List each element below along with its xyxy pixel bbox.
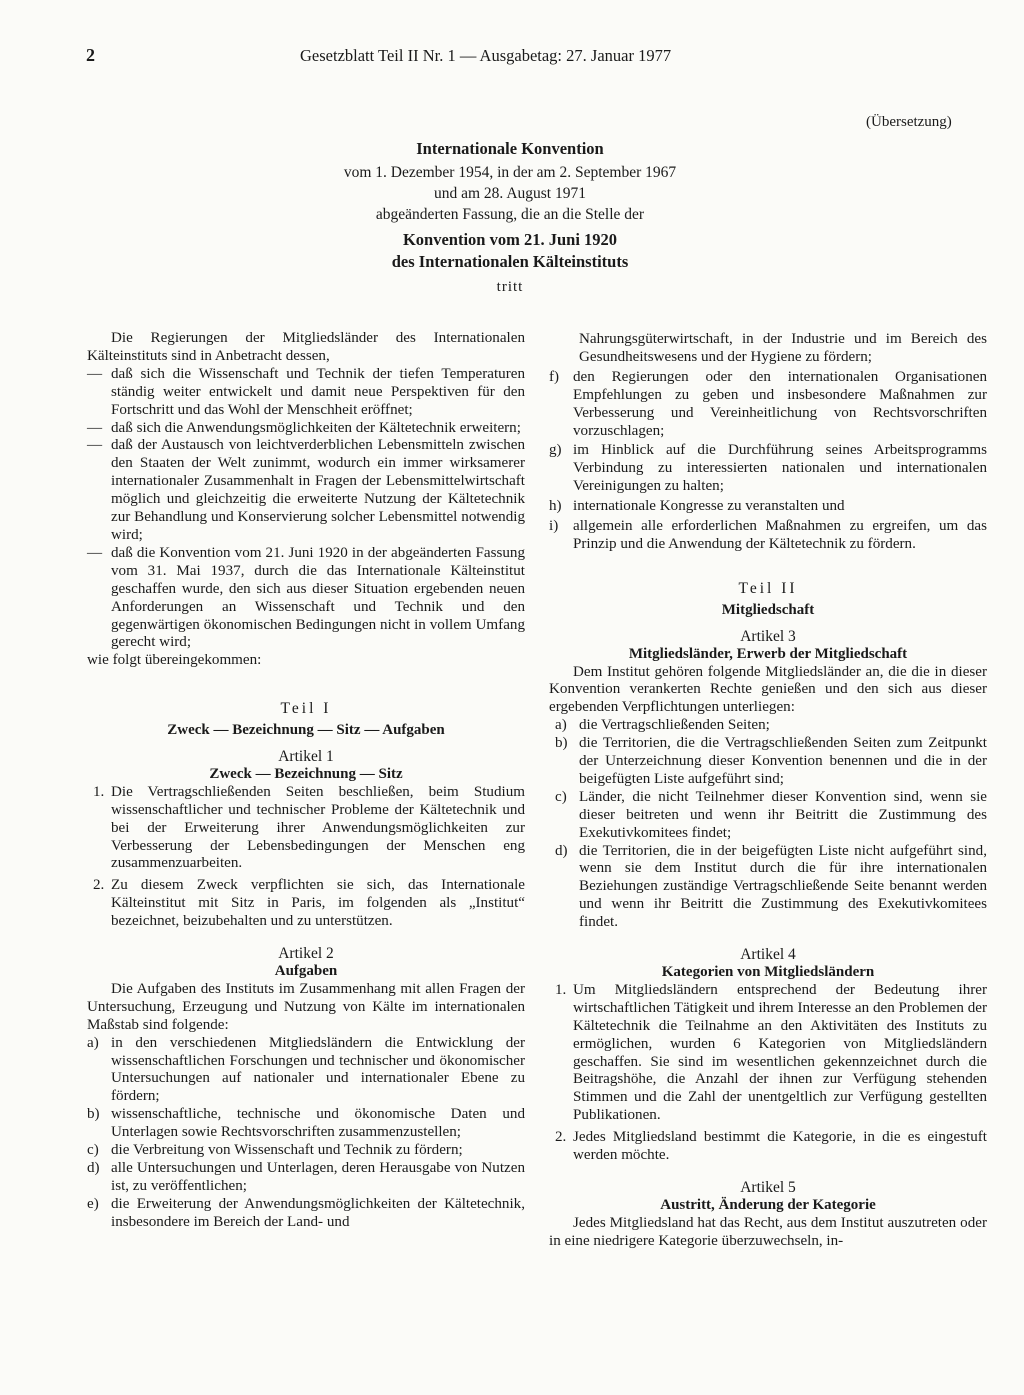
teil-1-heading: Teil I (280, 700, 332, 718)
artikel-2-item (87, 1142, 525, 1160)
title-line-1: vom 1. Dezember 1954, in der am 2. September 1967 (343, 164, 677, 181)
artikel-2-heading: Artikel 2 (278, 945, 334, 963)
item-mark: f) (549, 368, 560, 385)
page-number: 2 (86, 45, 95, 65)
item-mark: i) (549, 518, 559, 535)
preamble-intro: Die Regierungen der Mitgliedsländer des Internationalen Kälteinstituts sind in Anbetracht dessen, (87, 330, 525, 364)
agreed-line: wie folgt übereingekommen: (87, 652, 262, 669)
artikel-3-item (555, 735, 987, 789)
artikel-3-heading: Artikel 3 (740, 627, 796, 645)
translation-note: (Übersetzung) (866, 114, 952, 130)
artikel-2-item (87, 1106, 525, 1142)
preamble-item (87, 420, 525, 438)
convention-title-1: Konvention vom 21. Juni 1920 (402, 230, 618, 249)
preamble-item (87, 545, 525, 652)
artikel-4-item (549, 982, 987, 1125)
artikel-2-item (549, 442, 987, 496)
artikel-2-item (87, 1196, 525, 1232)
dash-mark: — (87, 419, 103, 436)
item-mark: 2. (555, 1129, 567, 1146)
artikel-5-title: Austritt, Änderung der Kategorie (660, 1196, 876, 1213)
teil-1-title: Zweck — Bezeichnung — Sitz — Aufgaben (167, 722, 445, 739)
title-block (230, 136, 790, 296)
item-text: allgemein alle erforderlichen Maßnahmen zu ergreifen, um das Prinzip und die Anwendung der Kältetechnik zu fördern. (573, 518, 987, 552)
item-text: den Regierungen oder den internationalen Organisationen Empfehlungen zu geben und insbesondere Maßnahmen zur Verbesserung und Vereinheitlichung von Rechtsvorschriften vorzuschlagen; (573, 368, 987, 439)
preamble-text: daß sich die Wissenschaft und Technik der tiefen Temperaturen ständig weiter entwickelt und damit neue Perspektiven für den Fortschritt und das Wohl der Menschheit eröffnet; (111, 365, 525, 418)
item-text: die Vertragschließenden Seiten; (579, 717, 770, 734)
item-mark: 2. (93, 877, 105, 894)
item-text: Die Vertragschließenden Seiten beschließen, beim Studium wissenschaftlicher und technischer Probleme der Kältetechnik und bei der Erweiterung ihrer Anwendungsmöglichkeiten zur Verbesserung der Lebensbedingungen der Menschen eng zusammenzuarbeiten. (111, 783, 525, 872)
item-text: wissenschaftliche, technische und ökonomische Daten und Unterlagen sowie Rechtsvorschriften zusammenzustellen; (111, 1106, 525, 1141)
artikel-2-item (549, 369, 987, 441)
item-mark: 1. (555, 981, 567, 998)
artikel-1-heading: Artikel 1 (278, 748, 334, 766)
dash-mark: — (87, 365, 103, 382)
item-text: die Erweiterung der Anwendungsmöglichkeiten der Kältetechnik, insbesondere im Bereich der Land- und (111, 1195, 525, 1230)
item-text: internationale Kongresse zu veranstalten und (573, 498, 845, 515)
item-text: im Hinblick auf die Durchführung seines Arbeitsprogramms Verbindung zu interessierten nationalen und internationalen Vereinigungen zu halten; (573, 442, 987, 495)
artikel-2-e-continued: Nahrungsgüterwirtschaft, in der Industrie und im Bereich des Gesundheitswesens und der Hygiene zu fördern; (579, 331, 987, 365)
artikel-3-item (555, 717, 987, 735)
item-text: in den verschiedenen Mitgliedsländern die Entwicklung der wissenschaftlichen Forschungen und technischer und ökonomischer Untersuchungen auf nationaler und internationaler Ebene zu fördern; (111, 1034, 525, 1105)
item-mark: d) (87, 1159, 100, 1176)
teil-2-title: Mitgliedschaft (721, 601, 815, 618)
artikel-4-item (549, 1129, 987, 1165)
item-text: Zu diesem Zweck verpflichten sie sich, das Internationale Kälteinstitut mit Sitz in Paris, im folgenden als „Institut“ bezeichnet, beizubehalten und zu unterstützen. (111, 877, 525, 930)
item-mark: b) (555, 735, 568, 752)
preamble-item (87, 437, 525, 544)
title-line-2: und am 28. August 1971 (434, 185, 586, 202)
item-mark: c) (87, 1142, 99, 1159)
item-text: die Territorien, die die Vertragschließenden Seiten zum Zeitpunkt der Unterzeichnung dieser Konvention benennen und die in der beigefügten Liste aufgeführt sind; (579, 735, 987, 787)
artikel-5-text: Jedes Mitgliedsland hat das Recht, aus dem Institut auszutreten oder in eine niedrigere Kategorie überzuwechseln, in- (549, 1214, 987, 1249)
teil-2-heading: Teil II (738, 579, 798, 597)
left-column (87, 330, 525, 1232)
artikel-3-item (555, 789, 987, 843)
artikel-3-intro: Dem Institut gehören folgende Mitgliedsländer an, die die in dieser Konvention verankerten Rechte genießen und den sich aus dieser ergebenden Verpflichtungen unterliegen: (549, 663, 987, 716)
artikel-1-item (87, 877, 525, 931)
item-mark: a) (555, 717, 567, 734)
preamble-text: daß die Konvention vom 21. Juni 1920 in der abgeänderten Fassung vom 31. Mai 1937, durch die das Internationale Kälteinstitut geschaffen wurde, den sich aus dieser Situation ergebenden neuen Anforderungen an Wissenschaft und Technik und den gegenwärtigen ökonomischen Bedingungen nicht in vollem Umfang gerecht wird; (111, 544, 525, 651)
item-mark: e) (87, 1195, 99, 1212)
artikel-1-title: Zweck — Bezeichnung — Sitz (209, 765, 403, 782)
item-mark: 1. (93, 783, 105, 800)
item-text: Um Mitgliedsländern entsprechend der Bedeutung ihrer wirtschaftlichen Tätigkeit und ihrem Interesse an den Problemen der Kältetechnik die Teilnahme an den Aktivitäten des Instituts zu ermöglichen, wurden 6 Kategorien von Mitgliedsländern geschaffen. Sie sind im wesentlichen gekennzeichnet durch die Beitragshöhe, die Anzahl der ihnen zur Verfügung stehenden Stimmen und die Zahl der unentgeltlich zur Verfügung gestellten Publikationen. (573, 981, 987, 1124)
dash-mark: — (87, 437, 103, 454)
item-text: Länder, die nicht Teilnehmer dieser Konvention sind, wenn sie dieser beitreten und wenn ihr Beitritt die Zustimmung des Exekutivkomitees findet; (579, 788, 987, 841)
artikel-3-item (555, 843, 987, 933)
artikel-2-item (549, 518, 987, 554)
title-line-3: abgeänderten Fassung, die an die Stelle der (375, 206, 645, 223)
item-mark: b) (87, 1106, 100, 1123)
artikel-2-title: Aufgaben (274, 963, 338, 979)
artikel-2-item (87, 1160, 525, 1196)
dash-mark: — (87, 544, 103, 561)
item-mark: h) (549, 498, 562, 515)
preamble-text: daß der Austausch von leichtverderblichen Lebensmitteln zwischen den Staaten der Welt zunimmt, wodurch ein immer wirksamerer internationaler Zusammenhalt in Fragen der Lebensmittelwirtschaft möglich und gleichzeitig die erweiterte Nutzung der Kältetechnik zur Behandlung und Konservierung solcher Lebensmittel notwendig wird; (111, 437, 525, 543)
artikel-4-title: Kategorien von Mitgliedsländern (661, 964, 875, 980)
artikel-2-intro: Die Aufgaben des Instituts im Zusammenhang mit allen Fragen der Untersuchung, Erzeugung und Nutzung von Kälte im internationalen Maßstab sind folgende: (87, 980, 525, 1033)
title-main: Internationale Konvention (416, 139, 604, 158)
item-mark: c) (555, 788, 567, 805)
artikel-5-heading: Artikel 5 (740, 1178, 796, 1196)
artikel-4-heading: Artikel 4 (740, 946, 796, 964)
artikel-3-title: Mitgliedsländer, Erwerb der Mitgliedschaft (628, 645, 908, 662)
item-text: die Verbreitung von Wissenschaft und Technik zu fördern; (111, 1142, 463, 1159)
item-mark: a) (87, 1034, 99, 1051)
item-text: die Territorien, die in der beigefügten Liste nicht aufgeführt sind, wenn sie dem Institut durch die für ihre internationalen Beziehungen zuständige Vertragschließende Seite benannt werden und wenn ihr Beitritt die Zustimmung des Exekutivkomitees findet. (579, 842, 987, 931)
right-column (549, 331, 987, 1251)
running-head: Gesetzblatt Teil II Nr. 1 — Ausgabetag: 27. Januar 1977 (300, 46, 672, 65)
item-text: Jedes Mitgliedsland bestimmt die Kategorie, in die es eingestuft werden möchte. (573, 1129, 987, 1164)
item-text: alle Untersuchungen und Unterlagen, deren Herausgabe von Nutzen ist, zu veröffentlichen; (111, 1159, 525, 1194)
artikel-2-item (87, 1035, 525, 1107)
item-mark: d) (555, 842, 568, 859)
preamble-item (87, 366, 525, 420)
preamble-text: daß sich die Anwendungsmöglichkeiten der Kältetechnik erweitern; (111, 419, 521, 436)
item-mark: g) (549, 442, 562, 459)
artikel-1-item (87, 784, 525, 874)
title-tritt: tritt (496, 279, 524, 295)
convention-title-2: des Internationalen Kälteinstituts (391, 252, 629, 271)
artikel-2-item (549, 498, 987, 516)
